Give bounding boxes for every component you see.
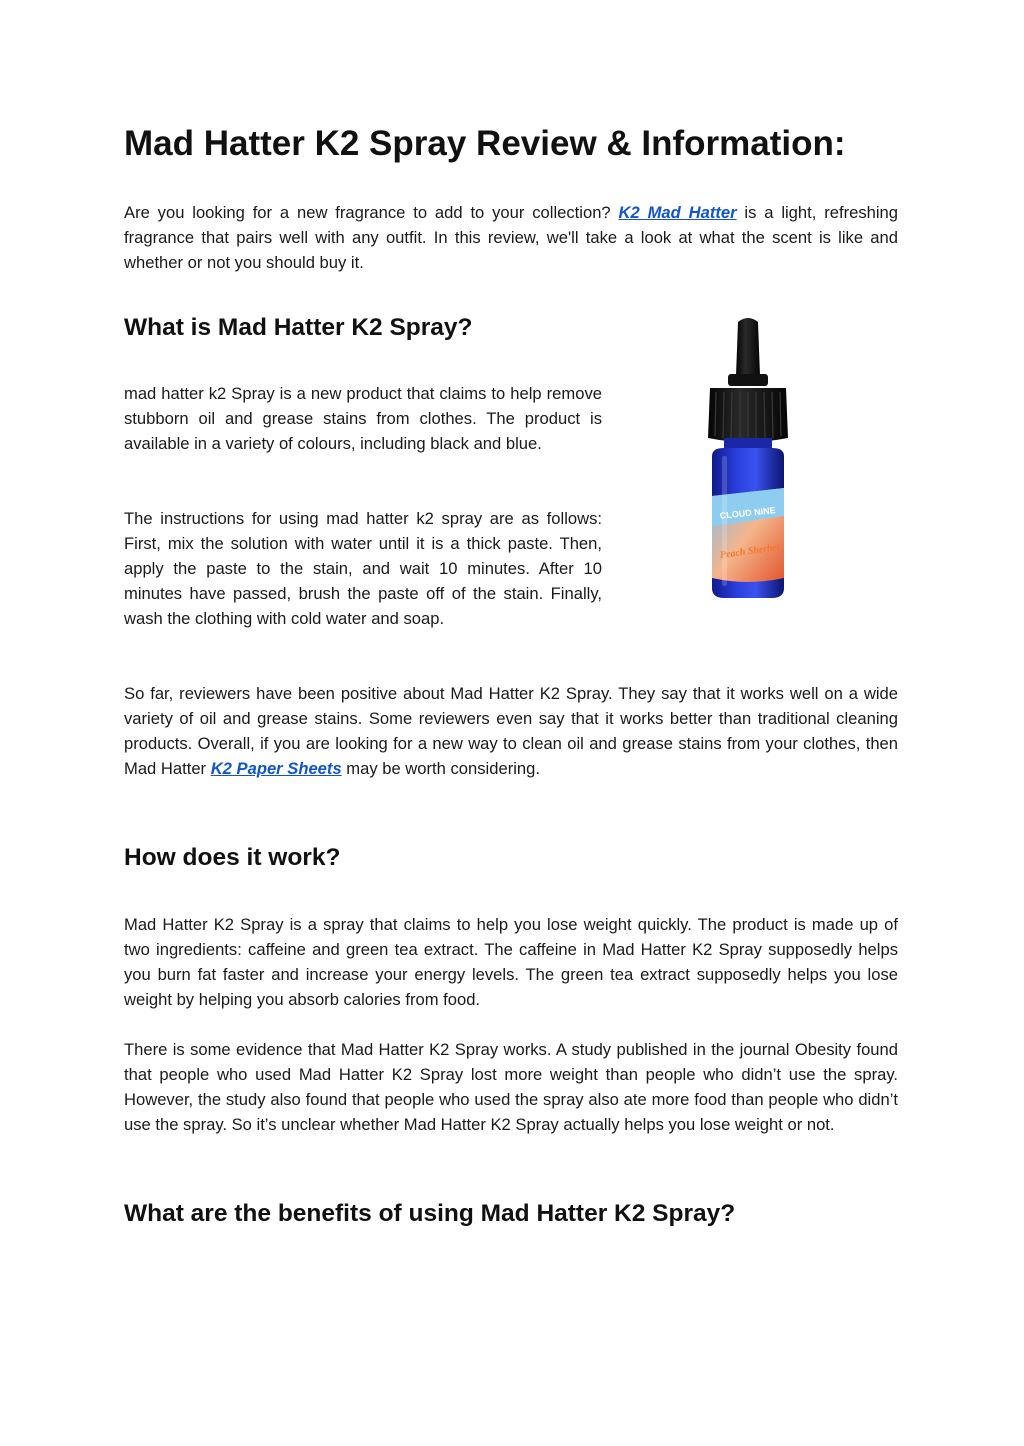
section-heading-how-it-works: How does it work? bbox=[124, 844, 341, 871]
what-is-paragraph-3 bbox=[124, 681, 898, 781]
how-it-works-paragraph-1: Mad Hatter K2 Spray is a spray that claims to help you lose weight quickly. The product is made up of two ingredients: caffeine and green tea extract. The caffeine in Mad Hatter K2 Spray supposedly helps you burn fat faster and increase your energy levels. The green tea extract supposedly helps you lose weight by helping you absorb calories from food. bbox=[124, 915, 898, 1009]
what-is-paragraph-2: The instructions for using mad hatter k2 spray are as follows: First, mix the solution with water until it is a thick paste. Then, apply the paste to the stain, and wait 10 minutes. After 10 minutes have passed, brush the paste off of the stain. Finally, wash the clothing with cold water and soap. bbox=[124, 509, 602, 628]
intro-text-before: Are you looking for a new fragrance to add to your collection? bbox=[124, 203, 619, 222]
paragraph-3-text-before: So far, reviewers have been positive about Mad Hatter K2 Spray. They say that it works well on a wide variety of oil and grease stains. Some reviewers even say that it works better than traditional cleaning products. Overall, if you are looking for a new way to clean oil and grease stains from your clothes, then Mad Hatter bbox=[124, 684, 898, 778]
what-is-paragraph-1: mad hatter k2 Spray is a new product that claims to help remove stubborn oil and grease stains from clothes. The product is available in a variety of colours, including black and blue. bbox=[124, 384, 602, 453]
section-heading-what-is: What is Mad Hatter K2 Spray? bbox=[124, 314, 473, 341]
k2-paper-sheets-link[interactable]: K2 Paper Sheets bbox=[210, 759, 342, 778]
how-it-works-paragraph-2: There is some evidence that Mad Hatter K2 Spray works. A study published in the journal Obesity found that people who used Mad Hatter K2 Spray lost more weight than people who didn’t use the spray. However, the study also found that people who used the spray also ate more food than people who didn’t use the spray. So it’s unclear whether Mad Hatter K2 Spray actually helps you lose weight or not. bbox=[124, 1040, 898, 1134]
section-heading-benefits: What are the benefits of using Mad Hatter K2 Spray? bbox=[124, 1200, 736, 1227]
k2-mad-hatter-link[interactable]: K2 Mad Hatter bbox=[618, 203, 737, 222]
page-title: Mad Hatter K2 Spray Review & Information: bbox=[124, 124, 846, 163]
intro-text-after: is a light, refreshing fragrance that pairs well with any outfit. In this review, we'll take a look at what the scent is like and whether or not you should buy it. bbox=[124, 203, 899, 272]
intro-paragraph bbox=[124, 200, 898, 275]
paragraph-3-text-after: may be worth considering. bbox=[341, 759, 540, 778]
product-bottle-image bbox=[700, 316, 796, 601]
bottle-label-flavor: Peach Sherbet bbox=[719, 541, 780, 562]
bottle-label-brand: CLOUD NINE bbox=[719, 505, 777, 521]
